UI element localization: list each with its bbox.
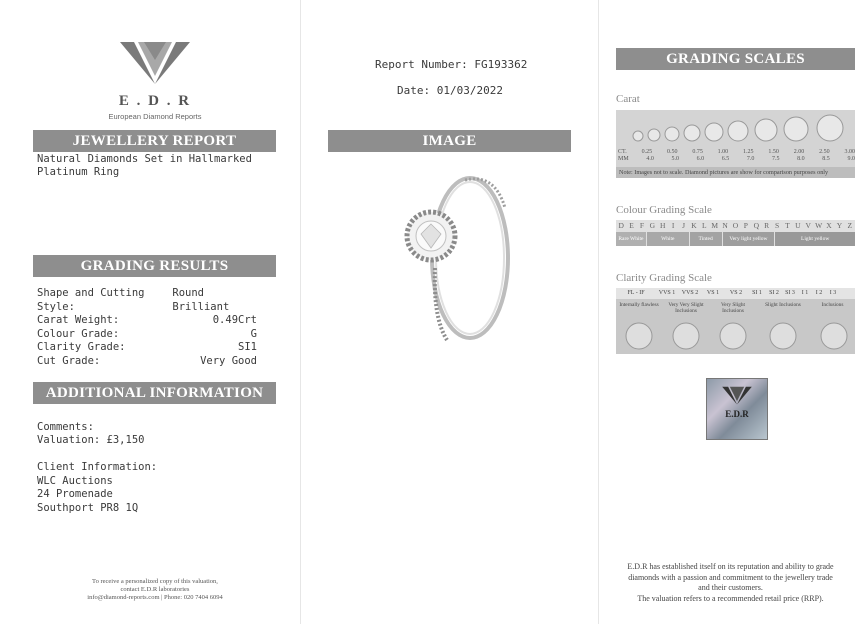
carat-title: Carat — [616, 93, 640, 105]
edr-logo — [100, 38, 210, 123]
hologram-seal — [706, 378, 768, 440]
client-line: Southport PR8 1Q — [37, 502, 139, 514]
client-info-label: Client Information: — [37, 461, 158, 473]
clarity-descriptions: Internally flawless Very Very Slight Inclusions Very Slight Inclusions Slight Inclusions Inclusions — [619, 302, 844, 314]
carat-scale — [616, 110, 855, 178]
carat-ct-row: CT. 0.25 0.50 0.75 1.00 1.25 1.50 2.00 2.50 3.00 — [618, 149, 855, 155]
footer-left: To receive a personalized copy of this valuation, contact E.D.R laboratories info@diamond-reports.com | Phone: 020 7404 6094 — [87, 578, 223, 601]
grading-row: Shape and Cutting Style: Round Brilliant — [37, 287, 230, 313]
grading-results-heading: GRADING RESULTS — [33, 255, 276, 277]
clarity-diamonds-icon — [616, 320, 855, 354]
brand-tagline: European Diamond Reports — [108, 112, 202, 121]
grading-row: Clarity Grade: SI1 — [37, 341, 257, 353]
grading-row: Carat Weight: 0.49Crt — [37, 314, 257, 326]
grading-row: Colour Grade: G — [37, 327, 257, 340]
ring-image — [395, 168, 525, 348]
colour-title: Colour Grading Scale — [616, 204, 712, 216]
hologram-text: E.D.R — [725, 409, 749, 419]
clarity-grades: FL - IF VVS 1 VVS 2 VS 1 VS 2 SI 1 SI 2 SI 3 I 1 I 2 I 3 — [616, 288, 855, 299]
page-fold-right — [598, 0, 599, 624]
grading-row: Cut Grade: Very Good — [37, 354, 257, 367]
grading-results-table — [37, 287, 257, 368]
clarity-scale — [616, 288, 855, 354]
colour-scale — [616, 220, 855, 246]
jewellery-report-heading: JEWELLERY REPORT — [33, 130, 276, 152]
client-line: WLC Auctions — [37, 475, 113, 487]
client-line: 24 Promenade — [37, 488, 113, 500]
comments-label: Comments: — [37, 421, 94, 433]
additional-info-heading: ADDITIONAL INFORMATION — [33, 382, 276, 404]
jewellery-line-2: Platinum Ring — [37, 166, 120, 178]
report-date: Date: 01/03/2022 — [397, 84, 503, 97]
jewellery-line-1: Natural Diamonds Set in Hallmarked — [37, 153, 252, 165]
footer-right: E.D.R has established itself on its reputation and ability to grade diamonds with a passion and commitment to the jewellery trade and their customers. The valuation refers to a recommended retail price (RRP). — [627, 562, 834, 603]
page-fold-left — [300, 0, 301, 624]
brand-name: E . D . R — [118, 93, 192, 109]
carat-note: Note: Images not to scale. Diamond pictures are show for comparison purposes only — [616, 167, 855, 178]
diamond-logo-icon — [120, 38, 190, 90]
grading-scales-heading: GRADING SCALES — [616, 48, 855, 70]
report-number: Report Number: FG193362 — [375, 58, 528, 71]
clarity-title: Clarity Grading Scale — [616, 272, 712, 284]
carat-mm-row: MM 4.0 5.0 6.0 6.5 7.0 7.5 8.0 8.5 9.0 — [618, 156, 855, 162]
colour-groups: Rare White White Tinted Very light yellow Light yellow — [616, 232, 855, 246]
valuation: Valuation: £3,150 — [37, 434, 145, 446]
image-heading: IMAGE — [328, 130, 571, 152]
diamond-logo-icon — [722, 385, 752, 407]
carat-diamonds-icon — [616, 110, 855, 148]
colour-letters: D E F G H I J K L M N O P Q R S T U V W X Y Z — [618, 221, 853, 230]
